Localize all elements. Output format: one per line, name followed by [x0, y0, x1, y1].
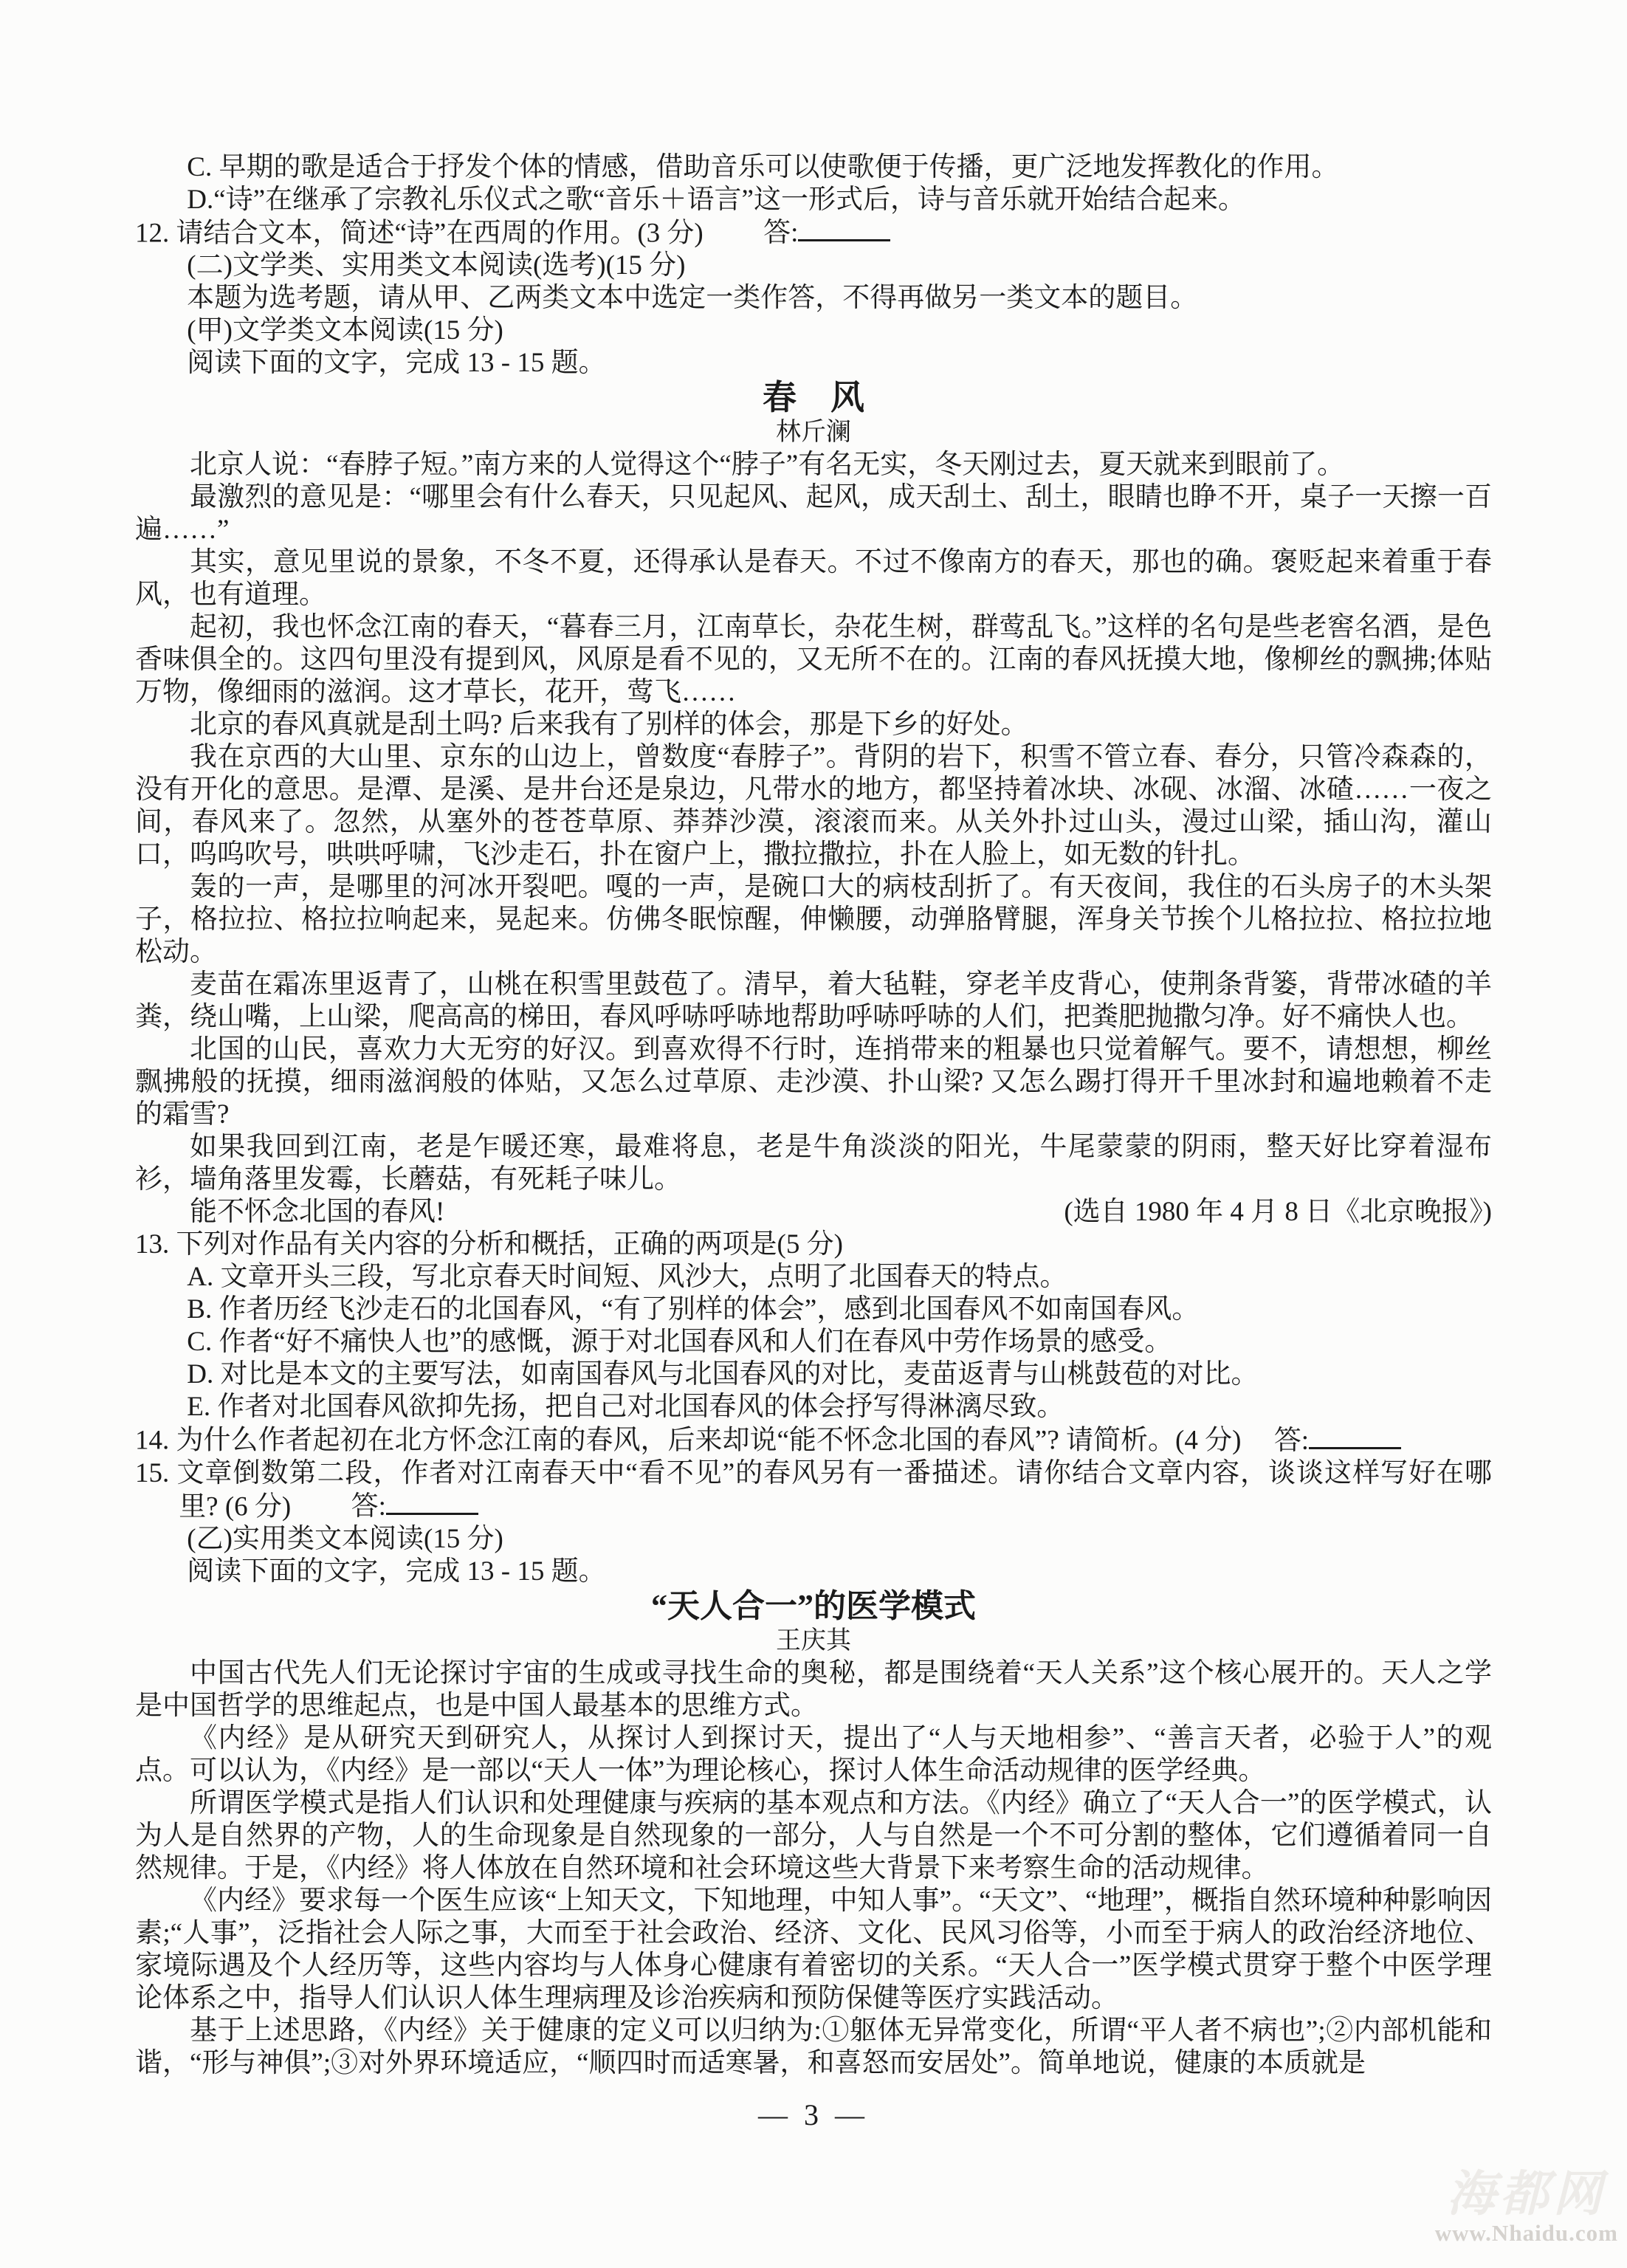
question-15-answer-blank [386, 1490, 478, 1515]
essay1-paragraph: 北京人说：“春脖子短。”南方来的人觉得这个“脖子”有名无实，冬天刚过去，夏天就来到眼前了。 [190, 450, 1345, 481]
question-14-stem: 14. 为什么作者起初在北方怀念江南的春风，后来却说“能不怀念北国的春风”? 请简析。(4 分) [135, 1425, 1242, 1456]
question-12-answer-blank [798, 216, 890, 241]
section-two-heading: (二)文学类、实用类文本阅读(选考)(15 分) [187, 250, 686, 281]
watermark-site-url: www.Nhaidu.com [1434, 2220, 1618, 2247]
page-content [135, 151, 1492, 2080]
part-jia-heading: (甲)文学类文本阅读(15 分) [187, 315, 503, 346]
question-15-stem: 15. 文章倒数第二段，作者对江南春天中“看不见”的春风另有一番描述。请你结合文章内容，谈谈这样写好在哪里? (6 分) [135, 1457, 1492, 1522]
essay1-paragraph: 起初，我也怀念江南的春天，“暮春三月，江南草长，杂花生树，群莺乱飞。”这样的名句是些老窖名酒，是色香味俱全的。这四句里没有提到风，风原是看不见的，又无所不在的。江南的春风抚摸大地，像柳丝的飘拂;体贴万物，像细雨的滋润。这才草长，花开，莺飞…… [135, 612, 1492, 708]
question-13-option-d: D. 对比是本文的主要写法，如南国春风与北国春风的对比，麦苗返青与山桃鼓苞的对比。 [187, 1359, 1259, 1390]
question-13-option-b: B. 作者历经飞沙走石的北国春风，“有了别样的体会”，感到北国春风不如南国春风。 [187, 1294, 1200, 1325]
question-12 [135, 216, 1492, 250]
watermark-brand-logo: 海都网 [1446, 2168, 1606, 2221]
essay1-paragraph: 北京的春风真就是刮土吗? 后来我有了别样的体会，那是下乡的好处。 [190, 709, 1028, 740]
question-14 [135, 1423, 1492, 1457]
question-13-option-a: A. 文章开头三段，写北京春天时间短、风沙大，点明了北国春天的特点。 [187, 1262, 1067, 1293]
question-12-stem: 12. 请结合文本，简述“诗”在西周的作用。(3 分) [135, 218, 704, 249]
question-14-answer-blank [1309, 1423, 1401, 1449]
essay2-paragraph: 《内经》要求每一个医生应该“上知天文，下知地理，中知人事”。“天文”、“地理”，概指自然环境种种影响因素;“人事”，泛指社会人际之事，大而至于社会政治、经济、文化、民风习俗等，小而至于病人的政治经济地位、家境际遇及个人经历等，这些内容均与人体身心健康有着密切的关系。“天人合一”医学模式贯穿于整个中医学理论体系之中，指导人们认识人体生理病理及诊治疾病和预防保健等医疗实践活动。 [135, 1886, 1492, 2014]
question-15-answer-label: 答: [351, 1491, 386, 1522]
selective-question-note: 本题为选考题，请从甲、乙两类文本中选定一类作答，不得再做另一类文本的题目。 [187, 283, 1198, 314]
question-13-option-c: C. 作者“好不痛快人也”的感慨，源于对北国春风和人们在春风中劳作场景的感受。 [187, 1327, 1172, 1358]
question-13-stem: 13. 下列对作品有关内容的分析和概括，正确的两项是(5 分) [135, 1229, 843, 1260]
essay1-title: 春 风 [763, 379, 864, 417]
essay1-closing-line: 能不怀念北国的春风! [190, 1197, 445, 1228]
essay2-paragraph: 《内经》是从研究天到研究人，从探讨人到探讨天，提出了“人与天地相参”、“善言天者，必验于人”的观点。可以认为，《内经》是一部以“天人一体”为理论核心，探讨人体生命活动规律的医学经典。 [135, 1723, 1492, 1787]
essay1-paragraph: 北国的山民，喜欢力大无穷的好汉。到喜欢得不行时，连捎带来的粗暴也只觉着解气。要不，请想想，柳丝飘拂般的抚摸，细雨滋润般的体贴，又怎么过草原、走沙漠、扑山梁? 又怎么踢打得开千里冰封和遍地赖着不走的霜雪? [135, 1034, 1492, 1130]
essay1-author: 林斤澜 [776, 419, 851, 447]
question-14-answer-label: 答: [1273, 1425, 1310, 1456]
essay1-paragraph: 最激烈的意见是：“哪里会有什么春天，只见起风、起风，成天刮土、刮土，眼睛也睁不开，桌子一天擦一百遍……” [135, 482, 1492, 546]
part-yi-instruction: 阅读下面的文字，完成 13 - 15 题。 [187, 1556, 606, 1587]
essay2-paragraph: 所谓医学模式是指人们认识和处理健康与疾病的基本观点和方法。《内经》确立了“天人合一”的医学模式，认为人是自然界的产物，人的生命现象是自然现象的一部分，人与自然是一个不可分割的整体，它们遵循着同一自然规律。于是，《内经》将人体放在自然环境和社会环境这些大背景下来考察生命的活动规律。 [135, 1788, 1492, 1884]
essay1-paragraph: 我在京西的大山里、京东的山边上，曾数度“春脖子”。背阴的岩下，积雪不管立春、春分，只管冷森森的，没有开化的意思。是潭、是溪、是井台还是泉边，凡带水的地方，都坚持着冰块、冰砚、冰溜、冰碴……一夜之间，春风来了。忽然，从塞外的苍苍草原、莽莽沙漠，滚滚而来。从关外扑过山头，漫过山梁，插山沟，灌山口，呜呜吹号，哄哄呼啸，飞沙走石，扑在窗户上，撒拉撒拉，扑在人脸上，如无数的针扎。 [135, 742, 1492, 870]
option-d-line: D.“诗”在继承了宗教礼乐仪式之歌“音乐＋语言”这一形式后，诗与音乐就开始结合起来。 [187, 185, 1245, 215]
part-jia-instruction: 阅读下面的文字，完成 13 - 15 题。 [187, 348, 606, 379]
essay1-source-credit: (选自 1980 年 4 月 8 日《北京晚报》) [1064, 1197, 1492, 1228]
question-13-option-e: E. 作者对北国春风欲抑先扬，把自己对北国春风的体会抒写得淋漓尽致。 [187, 1392, 1064, 1423]
essay1-paragraph: 麦苗在霜冻里返青了，山桃在积雪里鼓苞了。清早，着大毡鞋，穿老羊皮背心，使荆条背篓，背带冰碴的羊粪，绕山嘴，上山梁，爬高高的梯田，春风呼哧呼哧地帮助呼哧呼哧的人们，把粪肥抛撒匀净。好不痛快人也。 [135, 969, 1492, 1033]
essay1-paragraph: 如果我回到江南，老是乍暖还寒，最难将息，老是牛角淡淡的阳光，牛尾蒙蒙的阴雨，整天好比穿着湿布衫，墙角落里发霉，长蘑菇，有死耗子味儿。 [135, 1132, 1492, 1195]
watermark [1435, 2169, 1618, 2246]
question-12-answer-label: 答: [763, 218, 799, 249]
essay1-paragraph: 轰的一声，是哪里的河冰开裂吧。嘎的一声，是碗口大的病枝刮折了。有天夜间，我住的石头房子的木头架子，格拉拉、格拉拉响起来，晃起来。仿佛冬眠惊醒，伸懒腰，动弹胳臂腿，浑身关节挨个儿格拉拉、格拉拉地松动。 [135, 872, 1492, 968]
essay2-author: 王庆其 [776, 1627, 851, 1655]
essay1-closing-row [135, 1196, 1492, 1228]
essay2-title: “天人合一”的医学模式 [651, 1588, 976, 1625]
page-number: — 3 — [758, 2098, 869, 2131]
option-c-line: C. 早期的歌是适合于抒发个体的情感，借助音乐可以使歌便于传播，更广泛地发挥教化的作用。 [187, 152, 1339, 182]
essay2-paragraph: 基于上述思路，《内经》关于健康的定义可以归纳为:①躯体无异常变化，所谓“平人者不病也”;②内部机能和谐，“形与神俱”;③对外界环境适应，“顺四时而适寒暑，和喜怒而安居处”。简单地说，健康的本质就是 [135, 2016, 1492, 2079]
essay1-paragraph: 其实，意见里说的景象，不冬不夏，还得承认是春天。不过不像南方的春天，那也的确。褒贬起来着重于春风，也有道理。 [135, 547, 1492, 611]
question-15 [135, 1457, 1492, 1523]
essay2-paragraph: 中国古代先人们无论探讨宇宙的生成或寻找生命的奥秘，都是围绕着“天人关系”这个核心展开的。天人之学是中国哲学的思维起点，也是中国人最基本的思维方式。 [135, 1658, 1492, 1722]
part-yi-heading: (乙)实用类文本阅读(15 分) [187, 1524, 503, 1555]
